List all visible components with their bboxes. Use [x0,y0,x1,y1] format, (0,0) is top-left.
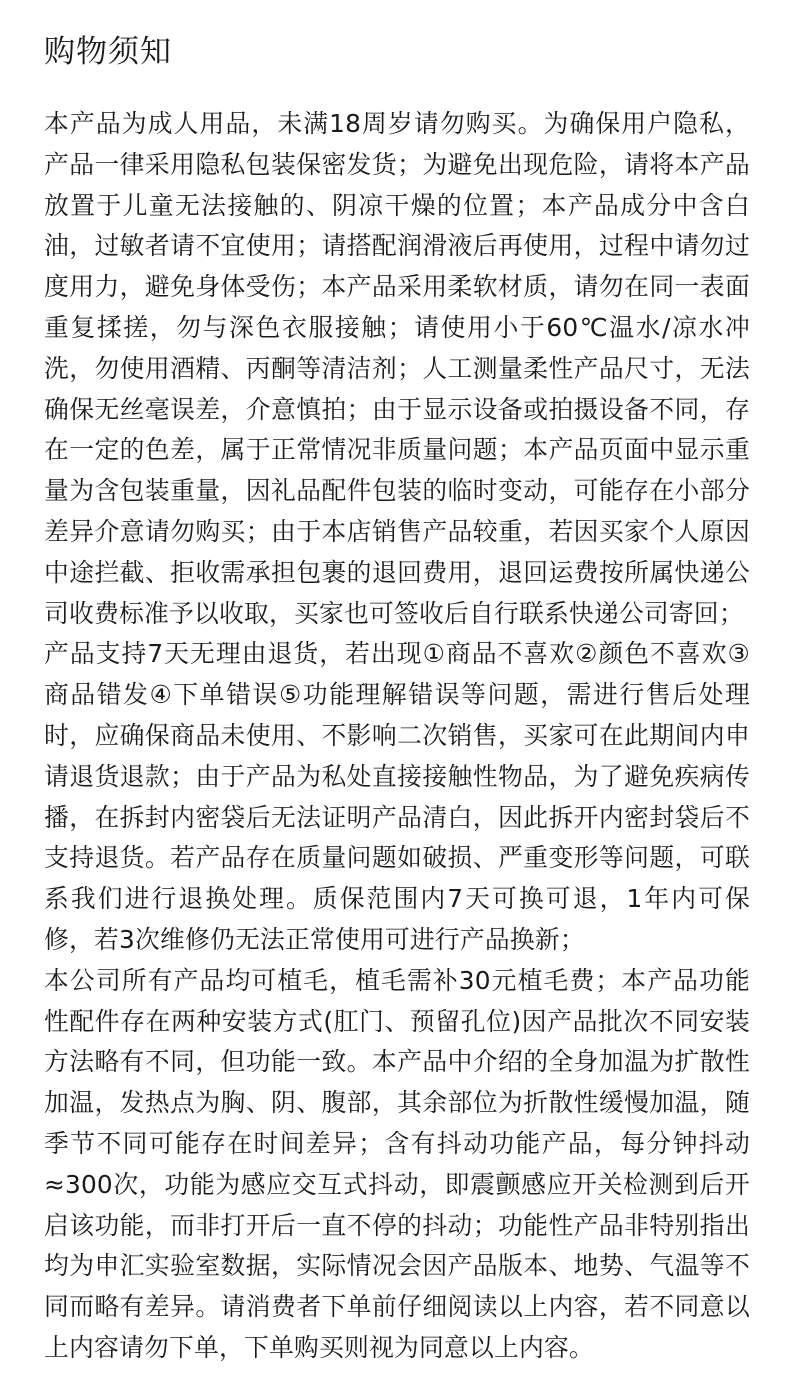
notice-paragraph-features: 本公司所有产品均可植毛，植毛需补30元植毛费；本产品功能性配件存在两种安装方式(肛门、预留孔位)因产品批次不同安装方法略有不同，但功能一致。本产品中介绍的全身加温为扩散性加温，发热点为胸、阴、腹部，其余部位为折散性缓慢加温，随季节不同可能存在时间差异；含有抖动功能产品，每分钟抖动≈300次，功能为感应交互式抖动，即震颤感应开关检测到后开启该功能，而非打开后一直不停的抖动；功能性产品非特别指出均为申汇实验室数据，实际情况会因产品版本、地势、气温等不同而略有差异。请消费者下单前仔细阅读以上内容，若不同意以上内容请勿下单，下单购买则视为同意以上内容。 [44,965,750,1362]
page-title: 购物须知 [44,34,172,70]
notice-paragraph-returns: 产品支持7天无理由退货，若出现①商品不喜欢②颜色不喜欢③商品错发④下单错误⑤功能理解错误等问题，需进行售后处理时，应确保商品未使用、不影响二次销售，买家可在此期间内申请退货退款；由于产品为私处直接接触性物品，为了避免疾病传播，在拆封内密袋后无法证明产品清白，因此拆开内密封袋后不支持退货。若产品存在质量问题如破损、严重变形等问题，可联系我们进行退换处理。质保范围内7天可换可退，1年内可保修，若3次维修仍无法正常使用可进行产品换新； [44,639,750,954]
notice-paragraph-general: 本产品为成人用品，未满18周岁请勿购买。为确保用户隐私，产品一律采用隐私包装保密发货；为避免出现危险，请将本产品放置于儿童无法接触的、阴凉干燥的位置；本产品成分中含白油，过敏者请不宜使用；请搭配润滑液后再使用，过程中请勿过度用力，避免身体受伤；本产品采用柔软材质，请勿在同一表面重复揉搓，勿与深色衣服接触；请使用小于60℃温水/凉水冲洗，勿使用酒精、丙酮等清洁剂；人工测量柔性产品尺寸，无法确保无丝毫误差，介意慎拍；由于显示设备或拍摄设备不同，存在一定的色差，属于正常情况非质量问题；本产品页面中显示重量为含包装重量，因礼品配件包装的临时变动，可能存在小部分差异介意请勿购买；由于本店销售产品较重，若因买家个人原因中途拦截、拒收需承担包裹的退回费用，退回运费按所属快递公司收费标准予以收取，买家也可签收后自行联系快递公司寄回； [44,109,750,628]
notice-body [44,104,750,1369]
